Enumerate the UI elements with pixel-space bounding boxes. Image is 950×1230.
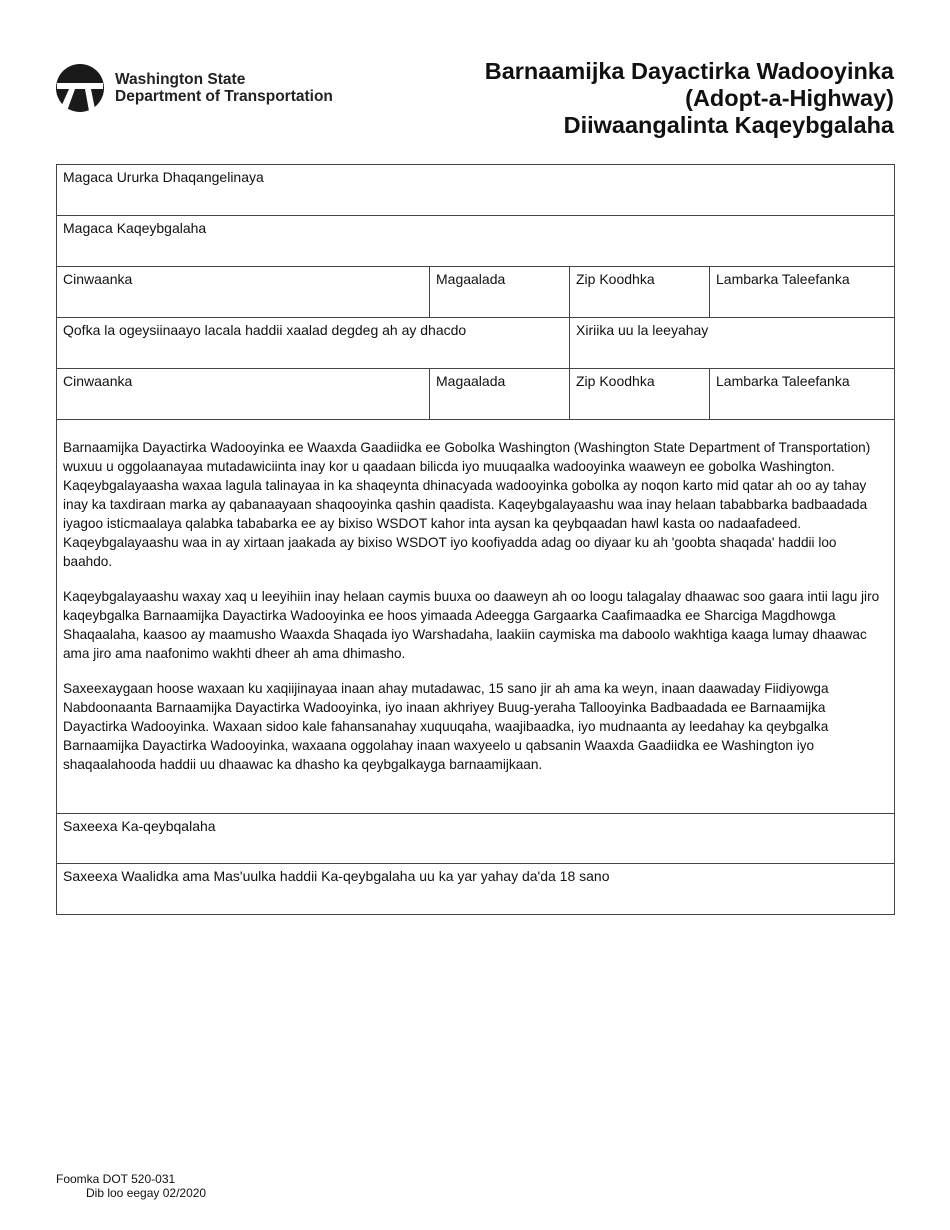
volunteer-signature-field[interactable]: Saxeexa Ka-qeybqalaha: [57, 814, 894, 864]
form-row: [57, 216, 894, 267]
page-title: [485, 58, 894, 139]
terms-text: [57, 420, 894, 814]
org-name-line2: Department of Transportation: [115, 87, 333, 105]
footer: [56, 1172, 206, 1200]
phone-field[interactable]: Lambarka Taleefanka: [716, 271, 850, 287]
title-line1: Barnaamijka Dayactirka Wadooyinka: [484, 58, 894, 84]
emergency-city-field[interactable]: Magaalada: [430, 369, 570, 419]
emergency-zip-field[interactable]: Zip Koodhka: [570, 369, 710, 419]
revision-date: Dib loo eegay 02/2020: [86, 1186, 207, 1200]
emergency-contact-field[interactable]: Qofka la ogeysiinaayo lacala haddii xaalad degdeg ah ay dhacdo: [57, 318, 570, 368]
emergency-phone-field[interactable]: Lambarka Taleefanka: [716, 373, 850, 389]
terms-paragraph: Barnaamijka Dayactirka Wadooyinka ee Waaxda Gaadiidka ee Gobolka Washington (Washington State Department of Transportation) wuxuu u oggolaanayaa mutadawiciinta inay kor u qaadaan bilicda iyo muuqaalka wadooyinka waaweyn ee gobolka Washington. Kaqeybgalayaasha waxaa lagula talinayaa in ka shaqeynta dhinacyada wadooyinka gobolka ay noqon karto mid qatar ah oo ay tahay inay ka taxdiraan marka ay qabanaayaan shaqooyinka qashin qaadista. Kaqeybgalayaashu waa inay helaan tababbarka badbaadada iyagoo isticmaalaya qalabka tababarka ee ay bixiso WSDOT kahor inta aysan ka qeybqaadan hawl kasta oo nadaafadeed. Kaqeybgalayaashu waa in ay xirtaan jaakada ay bixiso WSDOT iyo koofiyadda adag oo diyaar ku ah 'goobta shaqada' haddii loo baahdo.: [63, 440, 871, 569]
form-row: [57, 369, 894, 420]
wsdot-logo: [55, 60, 375, 115]
wsdot-logo-icon: [55, 63, 105, 113]
form-row: [57, 267, 894, 318]
form-number: Foomka DOT 520-031: [56, 1172, 176, 1186]
zip-field[interactable]: Zip Koodhka: [570, 267, 710, 317]
title-line3: Diiwaangalinta Kaqeybgalaha: [563, 112, 894, 138]
volunteer-name-field[interactable]: Magaca Kaqeybgalaha: [63, 220, 207, 236]
address-field[interactable]: Cinwaanka: [57, 267, 430, 317]
org-name-line1: Washington State: [115, 70, 246, 88]
group-name-field[interactable]: Magaca Ururka Dhaqangelinaya: [63, 169, 264, 185]
emergency-address-field[interactable]: Cinwaanka: [57, 369, 430, 419]
form-row: [57, 165, 894, 216]
guardian-signature-field[interactable]: Saxeexa Waalidka ama Mas'uulka haddii Ka-qeybgalaha uu ka yar yahay da'da 18 sano: [63, 868, 610, 884]
relationship-field[interactable]: Xiriika uu la leeyahay: [576, 322, 709, 338]
terms-paragraph: Saxeexaygaan hoose waxaan ku xaqiijinayaa inaan ahay mutadawac, 15 sano jir ah ama ka weyn, inaan daawaday Fiidiyowga Nabdoonaanta Barnaamijka Dayactirka Wadooyinka, iyo inaan akhriyey Buug-yeraha Tallooyinka Badbaadada ee Barnaamijka Dayactirka Wadooyinka. Waxaan sidoo kale fahansanahay xuquuqaha, waajibaadka, iyo mudnaanta ay leedahay ka qeybgalka Barnaamijka Dayactirka Wadooyinka, waxaana oggolahay inaan waxyeelo u qabsanin Waaxda Gaadiidka ee Washington iyo shaqaalahooda haddii uu dhaawac ka dhasho ka qeybgalkayga barnaamijkaan.: [63, 681, 829, 772]
title-line2: (Adopt-a-Highway): [685, 85, 894, 111]
registration-form: [56, 164, 895, 915]
form-row: [57, 318, 894, 369]
terms-paragraph: Kaqeybgalayaashu waxay xaq u leeyihiin inay helaan caymis buuxa oo daaweyn ah oo loogu talagalay dhaawac soo gaara intii lagu jiro kaqeybgalka Barnaamijka Dayactirka Wadooyinka ee hoos yimaada Adeegga Gargaarka Caafimaadka ee Sharciga Magdhowga Shaqaalaha, kaasoo ay maamusho Waaxda Shaqada iyo Warshadaha, laakiin caymiska ma daboolo wakhtiga kaaga lumay dhaawac ama jiro ama naafonimo wakhti dheer ah ama dhimasho.: [63, 589, 880, 661]
city-field[interactable]: Magaalada: [430, 267, 570, 317]
